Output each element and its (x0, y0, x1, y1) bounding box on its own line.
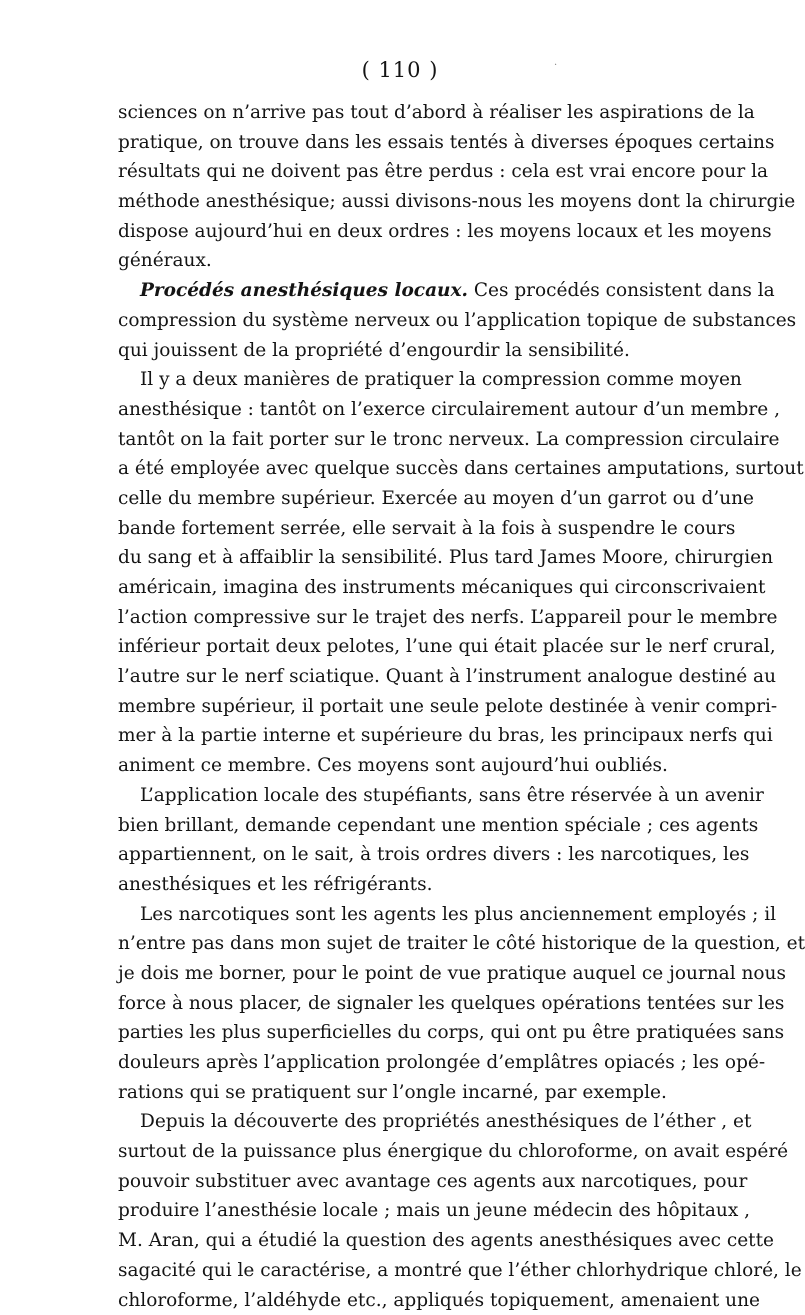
text-line: parties les plus superficielles du corps, qui ont pu être pratiquées sans (118, 1018, 684, 1048)
text-line: produire l’anesthésie locale ; mais un jeune médecin des hôpitaux , (118, 1196, 684, 1226)
text-line: Les narcotiques sont les agents les plus anciennement employés ; il (118, 900, 684, 930)
text-line: méthode anesthésique; aussi divisons-nous les moyens dont la chirurgie (118, 187, 684, 217)
text-line: sagacité qui le caractérise, a montré que l’éther chlorhydrique chloré, le (118, 1256, 684, 1286)
text-line: mer à la partie interne et supérieure du bras, les principaux nerfs qui (118, 721, 684, 751)
section-heading: Procédés anesthésiques locaux. (140, 280, 468, 301)
page-number: ( 110 ) (0, 58, 800, 82)
text-line: anesthésique : tantôt on l’exerce circulairement autour d’un membre , (118, 395, 684, 425)
text-line: douleurs après l’application prolongée d’emplâtres opiacés ; les opé- (118, 1048, 684, 1078)
text-line: chloroforme, l’aldéhyde etc., appliqués topiquement, amenaient une (118, 1286, 684, 1315)
text-line: pouvoir substituer avec avantage ces agents aux narcotiques, pour (118, 1167, 684, 1197)
text-line: Depuis la découverte des propriétés anesthésiques de l’éther , et (118, 1107, 684, 1137)
text-line: celle du membre supérieur. Exercée au moyen d’un garrot ou d’une (118, 484, 684, 514)
text-line: compression du système nerveux ou l’application topique de substances (118, 306, 684, 336)
text-line: résultats qui ne doivent pas être perdus : cela est vrai encore pour la (118, 157, 684, 187)
text-line: sciences on n’arrive pas tout d’abord à réaliser les aspirations de la (118, 98, 684, 128)
section-heading-line (118, 276, 684, 306)
text-line: bande fortement serrée, elle servait à la fois à suspendre le cours (118, 514, 684, 544)
text-line: dispose aujourd’hui en deux ordres : les moyens locaux et les moyens (118, 217, 684, 247)
text-line: du sang et à affaiblir la sensibilité. Plus tard James Moore, chirurgien (118, 543, 684, 573)
text-line: surtout de la puissance plus énergique du chloroforme, on avait espéré (118, 1137, 684, 1167)
text-line: l’autre sur le nerf sciatique. Quant à l’instrument analogue destiné au (118, 662, 684, 692)
text-line: inférieur portait deux pelotes, l’une qui était placée sur le nerf crural, (118, 632, 684, 662)
text-line: a été employée avec quelque succès dans certaines amputations, surtout (118, 454, 684, 484)
text-line: bien brillant, demande cependant une mention spéciale ; ces agents (118, 811, 684, 841)
text-line: membre supérieur, il portait une seule pelote destinée à venir compri- (118, 692, 684, 722)
text-line: M. Aran, qui a étudié la question des agents anesthésiques avec cette (118, 1226, 684, 1256)
section-heading-continuation: Ces procédés consistent dans la (468, 280, 775, 301)
print-speck: · (554, 64, 560, 67)
body-text (118, 98, 684, 1315)
text-line: l’action compressive sur le trajet des nerfs. L’appareil pour le membre (118, 603, 684, 633)
text-line: généraux. (118, 246, 684, 276)
text-line: tantôt on la fait porter sur le tronc nerveux. La compression circulaire (118, 425, 684, 455)
text-line: rations qui se pratiquent sur l’ongle incarné, par exemple. (118, 1078, 684, 1108)
text-line: je dois me borner, pour le point de vue pratique auquel ce journal nous (118, 959, 684, 989)
text-line: appartiennent, on le sait, à trois ordres divers : les narcotiques, les (118, 840, 684, 870)
text-line: américain, imagina des instruments mécaniques qui circonscrivaient (118, 573, 684, 603)
text-line: pratique, on trouve dans les essais tentés à diverses époques certains (118, 128, 684, 158)
text-line: qui jouissent de la propriété d’engourdir la sensibilité. (118, 336, 684, 366)
text-line: animent ce membre. Ces moyens sont aujourd’hui oubliés. (118, 751, 684, 781)
text-line: anesthésiques et les réfrigérants. (118, 870, 684, 900)
text-line: Il y a deux manières de pratiquer la compression comme moyen (118, 365, 684, 395)
text-line: force à nous placer, de signaler les quelques opérations tentées sur les (118, 989, 684, 1019)
text-line: L’application locale des stupéfiants, sans être réservée à un avenir (118, 781, 684, 811)
text-line: n’entre pas dans mon sujet de traiter le côté historique de la question, et (118, 929, 684, 959)
